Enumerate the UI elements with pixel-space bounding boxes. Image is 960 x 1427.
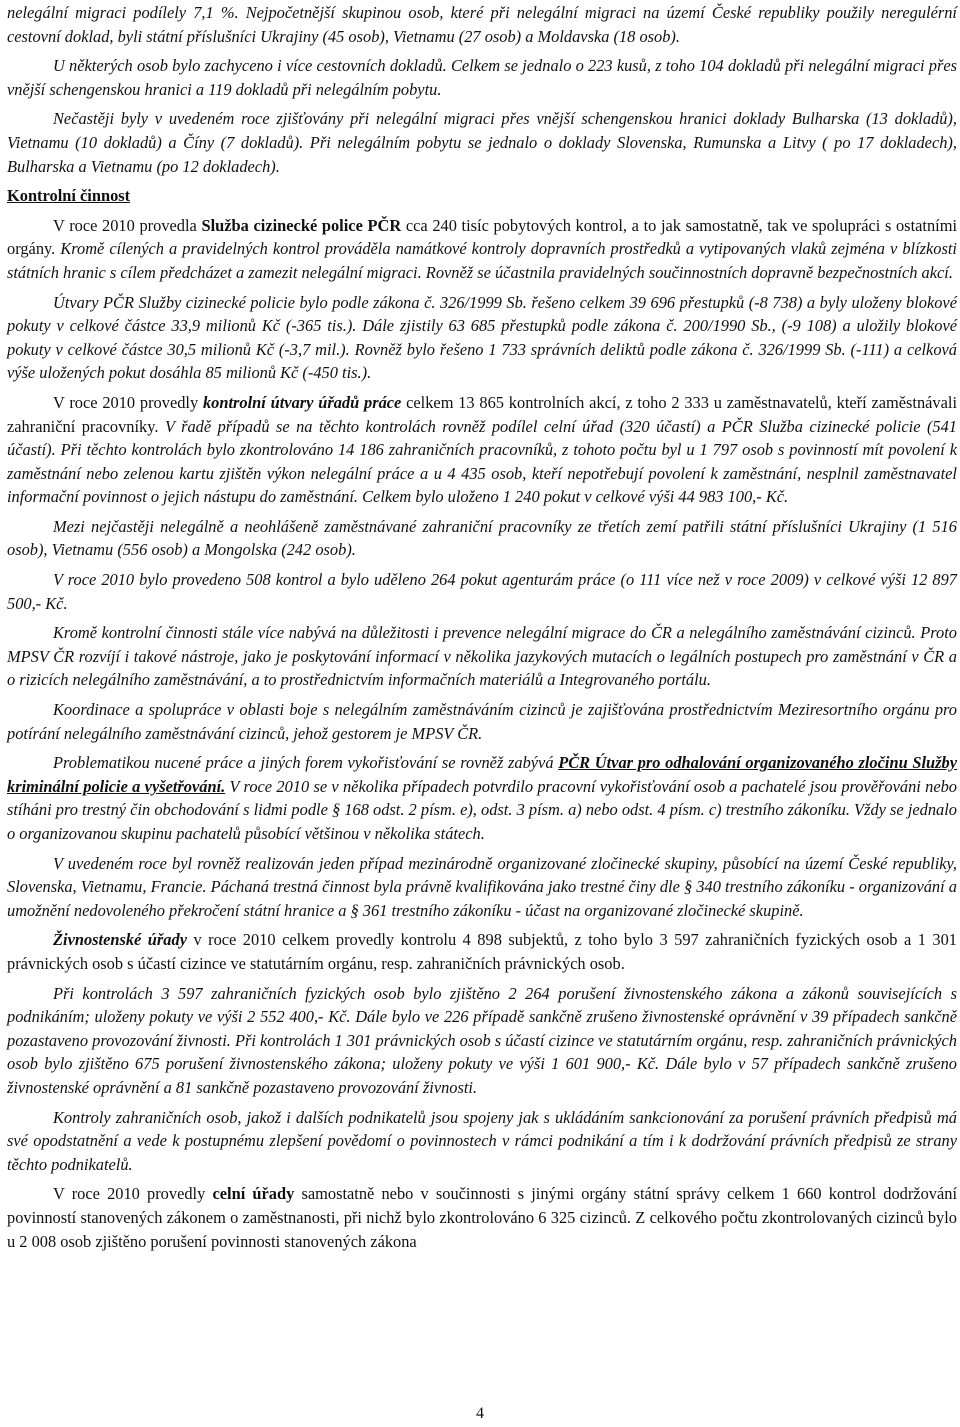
text-run: kontrolní útvary úřadů práce — [202, 392, 402, 412]
text-run: celní úřady — [212, 1184, 295, 1204]
paragraph — [7, 751, 957, 845]
text-run: v roce 2010 celkem provedly kontrolu 4 898 subjektů, z toho bylo 3 597 zahraničních fyzických osob a 1 301 právnických osob s účastí cizince ve statutárním orgánu, resp. zahraničních právnických osob. — [7, 930, 957, 973]
page-number: 4 — [476, 1405, 484, 1422]
text-run: Koordinace a spolupráce v oblasti boje s nelegálním zaměstnáváním cizinců je zajišťována prostřednictvím Meziresortního orgánu pro potírání nelegálního zaměstnávání cizinců, jehož gestorem je MPSV ČR. — [7, 700, 957, 743]
paragraph — [7, 1, 957, 48]
text-run: Při kontrolách 3 597 zahraničních fyzických osob bylo zjištěno 2 264 porušení živnostenského zákona a zákonů souvisejících s podnikáním; uloženy pokuty ve výši 2 552 400,- Kč. Dále bylo ve 226 případě sankčně zrušeno živnostenské oprávnění v 39 případech sankčně pozastaveno provozování živnosti. Při kontrolách 1 301 právnických osob s účastí cizince ve statutárním orgánu, resp. zahraničních právnických osob bylo zjištěno 675 porušení živnostenského zákona; uloženy pokuty ve výši 1 601 900,- Kč. Dále bylo v 57 případech sankčně zrušeno živnostenské oprávnění a 81 sankčně pozastaveno provozování živnosti. — [7, 983, 957, 1097]
text-run: Kontrolní činnost — [7, 186, 131, 206]
paragraph — [7, 928, 957, 975]
paragraph — [7, 107, 957, 178]
paragraph — [7, 621, 957, 692]
text-run: V roce 2010 provedly — [53, 1184, 213, 1204]
text-run: nelegální migraci podílely 7,1 %. Nejpočetnější skupinou osob, které při nelegální migraci na území České republiky použily neregulérní cestovní doklad, byli státní příslušníci Ukrajiny (45 osob), Vietnamu (27 osob) a Moldavska (18 osob). — [7, 3, 957, 46]
text-run: Kontroly zahraničních osob, jakož i dalších podnikatelů jsou spojeny jak s ukládáním sankcionování za porušení právních předpisů má své opodstatnění a vede k postupnému zlepšení povědomí o povinnostech v rámci podnikání a tím i k dodržování právních předpisů ze strany těchto podnikatelů. — [7, 1107, 957, 1174]
paragraph — [7, 214, 957, 285]
text-run: V řadě případů se na těchto kontrolách rovněž podílel celní úřad (320 účastí) a PČR Služba cizinecké policie (541 účastí). Při těchto kontrolách bylo zkontrolováno 14 186 zahraničních pracovníků, z tohoto počtu byl u 1 797 osob s povinností mít povolení k zaměstnání nebo zelenou kartu zjištěn výkon nelegální práce a u 4 435 osob, kteří nepotřebují povolení k zaměstnání, nesplnil zaměstnavatel informační povinnost o jejich nástupu do zaměstnání. Celkem bylo uloženo 1 240 pokut v celkové výši 44 983 100,- Kč. — [7, 416, 957, 507]
paragraph — [7, 1182, 957, 1253]
paragraph — [7, 391, 957, 509]
paragraph — [7, 698, 957, 745]
text-run: PČR Útvar pro odhalování organizovaného zločinu Služby kriminální policie a vyšetřování. — [7, 753, 957, 796]
text-run: V roce 2010 provedla — [53, 215, 202, 235]
text-run: Problematikou nucené práce a jiných forem vykořisťování se rovněž zabývá — [53, 753, 559, 773]
text-run: samostatně nebo v součinnosti s jinými orgány státní správy celkem 1 660 kontrol dodržování povinností stanovených zákonem o zaměstnanosti, při nichž bylo zkontrolováno 6 325 cizinců. Z celkového počtu zkontrolovaných cizinců bylo u 2 008 osob zjištěno porušení povinnosti stanovených zákona — [7, 1184, 957, 1251]
text-run: Mezi nejčastěji nelegálně a neohlášeně zaměstnávané zahraniční pracovníky ze třetích zemí patřili státní příslušníci Ukrajiny (1 516 osob), Vietnamu (556 osob) a Mongolska (242 osob). — [7, 516, 957, 560]
text-run: Služba cizinecké police PČR — [201, 215, 402, 235]
text-run: V roce 2010 se v několika případech potvrdilo pracovní vykořisťování osob a pachatelé jsou prověřováni nebo stíháni pro trestný čin obchodování s lidmi podle § 168 odst. 2 písm. e), odst. 3 písm. a) nebo odst. 4 písm. c) trestního zákoníku. Vždy se jednalo o organizovanou skupinu pachatelů působící většinou v několika státech. — [7, 776, 957, 843]
paragraph — [7, 515, 957, 562]
text-run: Kromě cílených a pravidelných kontrol prováděla namátkové kontroly dopravních prostředků a vytipovaných vlaků zejména v blízkosti státních hranic s cílem předcházet a zamezit nelegální migraci. Rovněž se účastnila pravidelných součinnostních dopravně bezpečnostních akcí. — [7, 239, 957, 282]
text-run: Nečastěji byly v uvedeném roce zjišťovány při nelegální migraci přes vnější schengenskou hranici doklady Bulharska (13 dokladů), Vietnamu (10 dokladů) a Číny (7 dokladů). Při nelegálním pobytu se jednalo o doklady Slovenska, Rumunska a Litvy ( po 17 dokladech), Bulharska a Vietnamu (po 12 dokladech). — [7, 109, 957, 176]
paragraph — [7, 982, 957, 1100]
text-run: V roce 2010 bylo provedeno 508 kontrol a bylo uděleno 264 pokut agenturám práce (o 111 více než v roce 2009) v celkové výši 12 897 500,- Kč. — [7, 570, 957, 613]
text-run: V roce 2010 provedly — [53, 392, 203, 412]
text-run: celkem 13 865 kontrolních akcí, z toho 2 333 u zaměstnavatelů, kteří zaměstnávali zahraniční pracovníky. — [7, 392, 958, 436]
paragraph — [7, 852, 957, 923]
document-page — [7, 1, 957, 1259]
paragraph — [7, 54, 957, 101]
text-run: cca 240 tisíc pobytových kontrol, a to jak samostatně, tak ve spolupráci s ostatními orgány. — [7, 215, 957, 259]
paragraph — [7, 291, 957, 385]
paragraph — [7, 568, 957, 615]
paragraph — [7, 1106, 957, 1177]
section-heading — [7, 184, 957, 208]
text-run: Živnostenské úřady — [53, 930, 187, 950]
text-run: Útvary PČR Služby cizinecké policie bylo podle zákona č. 326/1999 Sb. řešeno celkem 39 696 přestupků (-8 738) a byly uloženy blokové pokuty v celkové částce 33,9 milionů Kč (-365 tis.). Dále zjistily 63 685 přestupků podle zákona č. 200/1990 Sb., (-9 108) a uložily blokové pokuty v celkové částce 30,5 milionů Kč (-3,7 mil.). Rovněž bylo řešeno 1 733 správních deliktů podle zákona č. 326/1999 Sb. (-111) a celková výše uložených pokut dosáhla 85 milionů Kč (-450 tis.). — [7, 292, 957, 383]
text-run: V uvedeném roce byl rovněž realizován jeden případ mezinárodně organizované zločinecké skupiny, působící na území České republiky, Slovenska, Vietnamu, Francie. Páchaná trestná činnost byla právně kvalifikována jako trestné činy dle § 340 trestního zákoníku - organizování a umožnění nedovoleného překročení státní hranice a § 361 trestního zákoníku - účast na organizované zločinecké skupině. — [7, 853, 957, 920]
text-run: U některých osob bylo zachyceno i více cestovních dokladů. Celkem se jednalo o 223 kusů, z toho 104 dokladů při nelegální migraci přes vnější schengenskou hranici a 119 dokladů při nelegálním pobytu. — [7, 56, 957, 99]
text-run: Kromě kontrolní činnosti stále více nabývá na důležitosti i prevence nelegální migrace do ČR a nelegálního zaměstnávání cizinců. Proto MPSV ČR rozvíjí i takové nástroje, jako je poskytování informací v několika jazykových mutacích o legálních postupech pro zaměstnání v ČR a o rizicích nelegálního zaměstnávání, a to prostřednictvím informačních materiálů a Integrovaného portálu. — [7, 623, 957, 690]
